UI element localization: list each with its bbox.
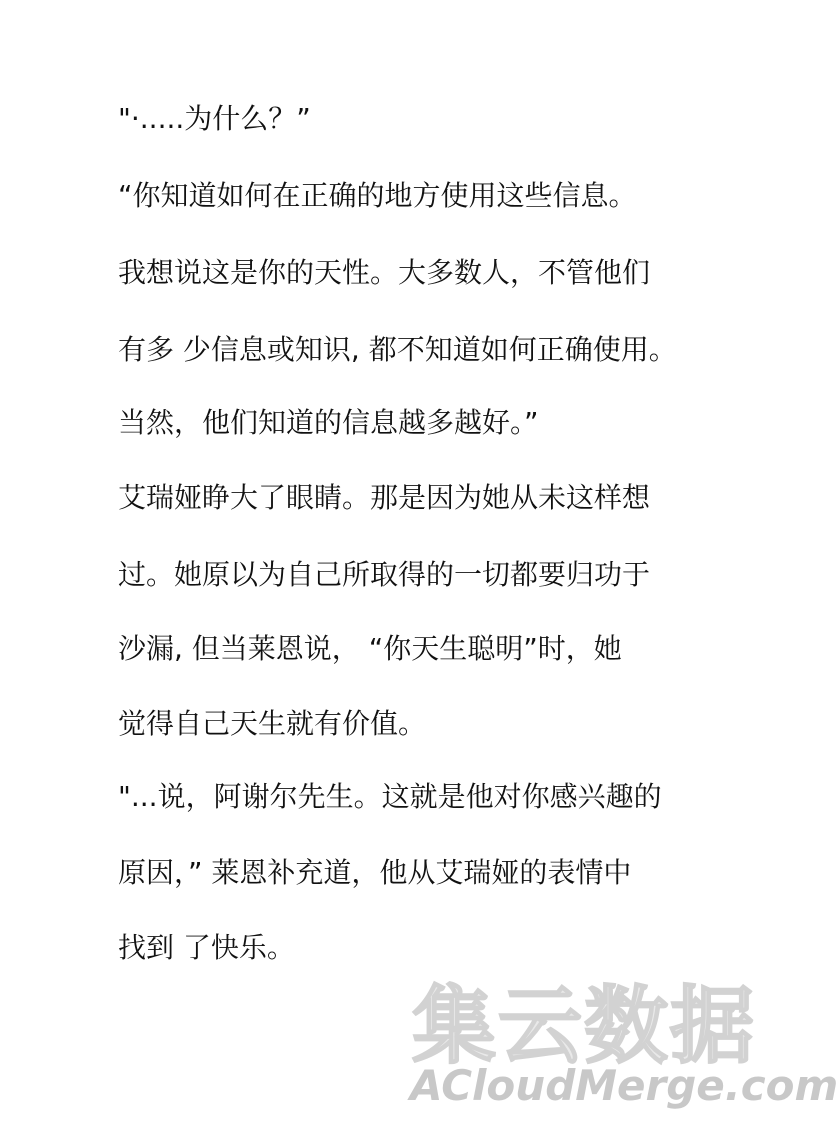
- text-line-11: 原因，” 莱恩补充道，他从艾瑞娅的表情中: [118, 856, 632, 889]
- text-line-3: 我想说这是你的天性。大多数人，不管他们: [118, 256, 651, 289]
- text-line-7: 过。她原以为自己所取得的一切都要归功于: [118, 558, 651, 591]
- watermark-chinese-text: 集云数据: [412, 977, 757, 1075]
- text-line-5: 当然，他们知道的信息越多越好。”: [118, 406, 539, 439]
- text-line-6: 艾瑞娅睁大了眼睛。那是因为她从未这样想: [118, 481, 651, 514]
- text-line-1: "·.....为什么？”: [118, 102, 311, 135]
- text-line-4: 有多 少信息或知识, 都不知道如何正确使用。: [118, 333, 677, 366]
- text-line-2: “你知道如何在正确的地方使用这些信息。: [118, 179, 637, 212]
- watermark-logo: [408, 977, 838, 1118]
- text-line-9: 觉得自己天生就有价值。: [118, 707, 427, 740]
- text-line-10: "...说，阿谢尔先生。这就是他对你感兴趣的: [118, 780, 662, 813]
- text-line-12: 找到 了快乐。: [118, 931, 295, 964]
- text-line-8: 沙漏, 但当莱恩说， “你天生聪明”时，她: [118, 632, 622, 665]
- watermark-english-text: ACloudMerge.com: [410, 1061, 838, 1110]
